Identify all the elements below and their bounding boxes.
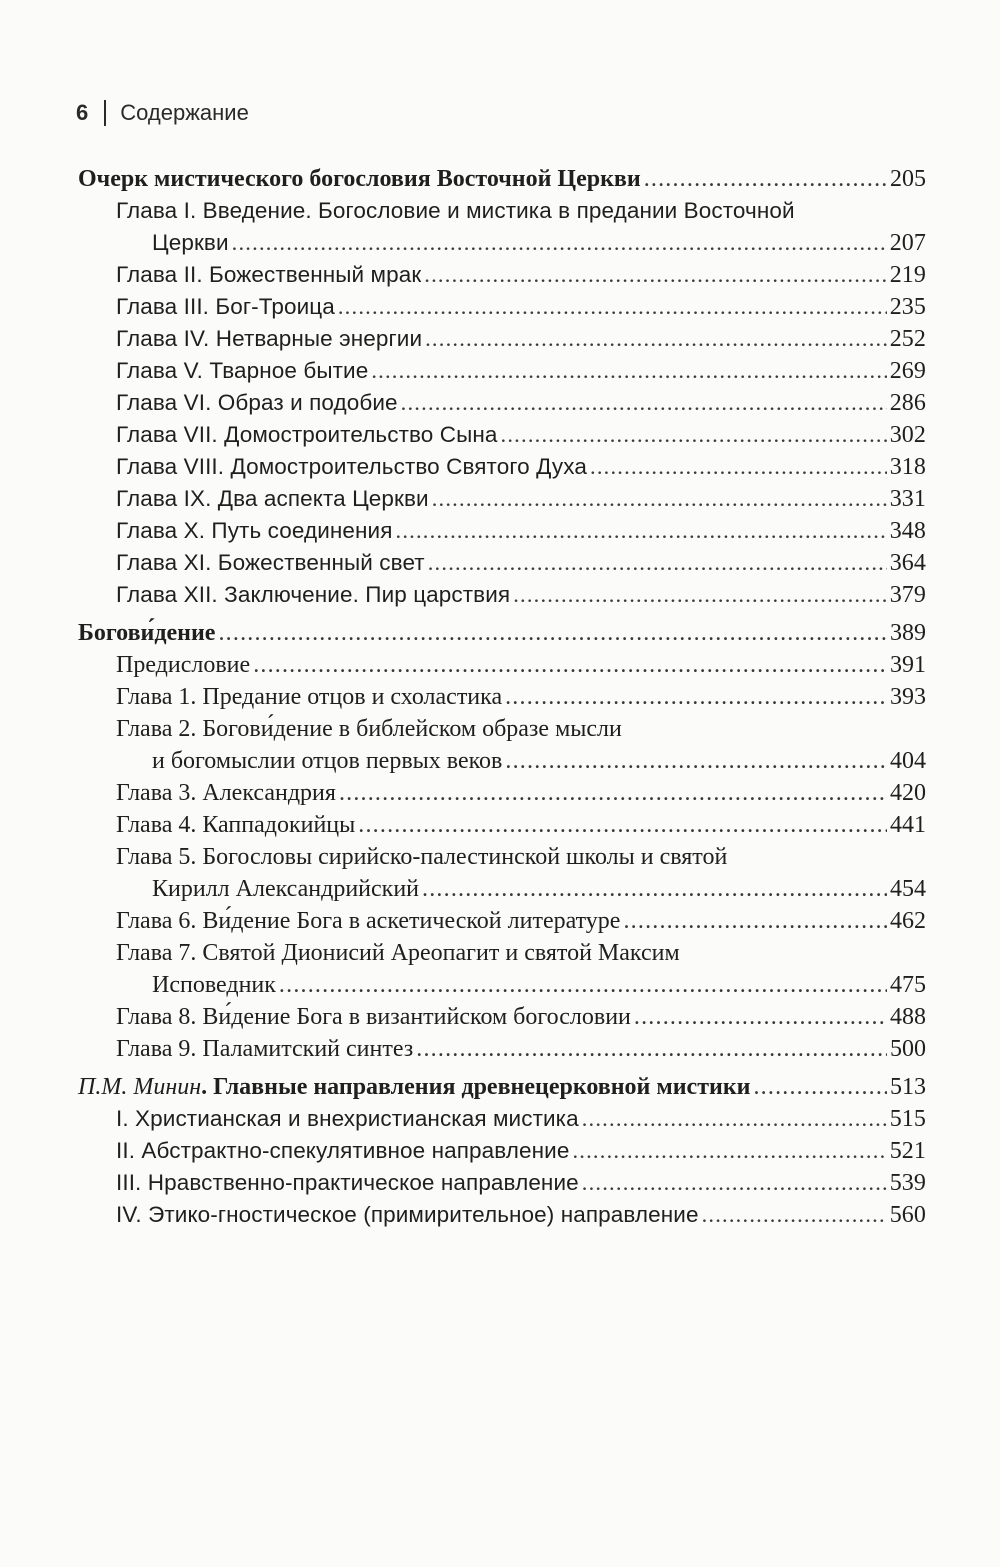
toc-line (116, 1199, 926, 1231)
toc-author: П.М. Минин (78, 1074, 202, 1100)
toc-line (116, 259, 926, 291)
toc-page-number: 379 (889, 582, 926, 608)
toc-title: Глава 3. Александрия (116, 780, 336, 806)
toc-line (116, 227, 926, 259)
toc-page-number: 515 (889, 1106, 926, 1132)
toc-label (116, 515, 393, 547)
toc-title: Глава X. Путь соединения (116, 518, 393, 543)
toc-label (116, 483, 429, 515)
toc-line (116, 649, 926, 681)
toc-entry (78, 291, 926, 323)
toc-line (116, 515, 926, 547)
toc-entry (78, 1001, 926, 1033)
toc-line (116, 873, 926, 905)
dot-leader (428, 547, 887, 579)
header-divider (104, 100, 106, 126)
toc-title: Предисловие (116, 652, 251, 678)
toc-title: Глава 9. Паламитский синтез (116, 1036, 414, 1062)
toc-label (78, 163, 641, 195)
toc-entry (78, 713, 926, 777)
toc-entry (78, 1103, 926, 1135)
toc-page-number: 454 (890, 876, 926, 902)
toc-title: Кирилл Александрийский (152, 876, 420, 902)
dot-leader (432, 483, 887, 515)
toc-title: Глава XI. Божественный свет (116, 550, 425, 575)
toc-page-number: 441 (890, 812, 926, 838)
toc-title: Глава IV. Нетварные энергии (116, 326, 423, 351)
dot-leader (505, 745, 887, 777)
toc-label (116, 387, 398, 419)
toc-section (78, 1071, 926, 1103)
toc-title: Глава 2. Богови́дение в библейском образе мысли (116, 716, 622, 742)
toc-label (116, 1001, 631, 1033)
toc-title: Богови́дение (78, 620, 216, 646)
toc-label (152, 227, 229, 259)
toc-line (116, 483, 926, 515)
toc-title: Исповедник (152, 972, 276, 998)
toc-line (116, 713, 926, 745)
toc-label (116, 1103, 579, 1135)
toc-page-number: 389 (890, 620, 926, 646)
table-of-contents (78, 163, 926, 1231)
toc-title: IV. Этико-гностическое (примирительное) направление (116, 1202, 699, 1227)
toc-page-number: 286 (889, 390, 926, 416)
toc-page-number: 219 (889, 262, 926, 288)
toc-entry (78, 1167, 926, 1199)
toc-label (116, 1167, 579, 1199)
toc-label (116, 937, 680, 969)
dot-leader (339, 777, 887, 809)
toc-title: Главные направления древнецерковной мистики (213, 1074, 751, 1100)
toc-line (116, 1103, 926, 1135)
toc-page-number: 488 (890, 1004, 926, 1030)
toc-label (116, 777, 336, 809)
toc-line (116, 1033, 926, 1065)
dot-leader (582, 1167, 887, 1199)
toc-line (116, 451, 926, 483)
toc-page-number: 348 (889, 518, 926, 544)
dot-leader (338, 291, 887, 323)
toc-entry (78, 1135, 926, 1167)
toc-page-number: 391 (890, 652, 926, 678)
toc-line (116, 969, 926, 1001)
toc-entry (78, 1033, 926, 1065)
toc-title: I. Христианская и внехристианская мистика (116, 1106, 579, 1131)
toc-section (78, 163, 926, 195)
toc-line (116, 355, 926, 387)
toc-entry (78, 387, 926, 419)
dot-leader (623, 905, 887, 937)
dot-leader (424, 259, 886, 291)
toc-label (116, 323, 422, 355)
toc-page-number: 302 (889, 422, 926, 448)
toc-page-number: 420 (890, 780, 926, 806)
page-number: 6 (76, 100, 89, 125)
dot-leader (590, 451, 887, 483)
dot-leader (253, 649, 887, 681)
dot-leader (422, 873, 887, 905)
toc-page-number: 560 (889, 1202, 926, 1228)
toc-label (116, 259, 421, 291)
toc-line (116, 745, 926, 777)
toc-line (116, 323, 926, 355)
toc-title: Глава 5. Богословы сирийско-палестинской школы и святой (116, 844, 728, 870)
toc-title: III. Нравственно-практическое направление (116, 1170, 579, 1195)
toc-line (116, 579, 926, 611)
dot-leader (396, 515, 887, 547)
toc-page-number: 252 (889, 326, 926, 352)
toc-entry (78, 259, 926, 291)
toc-label (116, 355, 368, 387)
toc-line (116, 937, 926, 969)
toc-title: Глава II. Божественный мрак (116, 262, 422, 287)
toc-label (116, 419, 498, 451)
toc-entry (78, 649, 926, 681)
toc-title: Глава VI. Образ и подобие (116, 390, 398, 415)
toc-line (116, 777, 926, 809)
toc-title: Глава 1. Предание отцов и схоластика (116, 684, 503, 710)
toc-entry (78, 483, 926, 515)
toc-title: Глава 6. Ви́дение Бога в аскетической литературе (116, 908, 621, 934)
dot-leader (634, 1001, 887, 1033)
toc-line (78, 617, 926, 649)
toc-title: II. Абстрактно-спекулятивное направление (116, 1138, 570, 1163)
toc-page-number: 393 (890, 684, 926, 710)
toc-label (116, 681, 502, 713)
toc-page-number: 513 (890, 1074, 926, 1100)
toc-page-number: 539 (889, 1170, 926, 1196)
dot-leader (279, 969, 887, 1001)
toc-line (78, 163, 926, 195)
toc-line (116, 681, 926, 713)
toc-title: Глава XII. Заключение. Пир царствия (116, 582, 511, 607)
toc-page-number: 521 (889, 1138, 926, 1164)
dot-leader (501, 419, 887, 451)
toc-label (116, 649, 250, 681)
toc-page-number: 500 (890, 1036, 926, 1062)
toc-entry (78, 419, 926, 451)
dot-leader (358, 809, 887, 841)
toc-entry (78, 323, 926, 355)
toc-label (116, 291, 335, 323)
toc-label (152, 745, 502, 777)
toc-page-number: 207 (889, 230, 926, 256)
toc-title: Глава I. Введение. Богословие и мистика в предании Восточной (116, 198, 795, 223)
toc-section (78, 617, 926, 649)
toc-entry (78, 809, 926, 841)
toc-line (116, 195, 926, 227)
toc-title: Глава VIII. Домостроительство Святого Духа (116, 454, 587, 479)
toc-page-number: 364 (889, 550, 926, 576)
toc-title: Церкви (152, 230, 229, 255)
toc-page-number: 462 (890, 908, 926, 934)
toc-line (116, 1001, 926, 1033)
dot-leader (582, 1103, 887, 1135)
running-title: Содержание (120, 100, 249, 125)
toc-line (116, 387, 926, 419)
dot-leader (702, 1199, 887, 1231)
toc-label (116, 451, 587, 483)
toc-entry (78, 579, 926, 611)
toc-line (116, 419, 926, 451)
toc-title: Глава VII. Домостроительство Сына (116, 422, 498, 447)
toc-page-number: 331 (889, 486, 926, 512)
toc-title: Очерк мистического богословия Восточной Церкви (78, 166, 641, 192)
dot-leader (416, 1033, 887, 1065)
toc-entry (78, 547, 926, 579)
toc-entry (78, 195, 926, 259)
toc-label: П.М. Минин. Главные направления древнецерковной мистики (78, 1074, 751, 1100)
toc-page-number: 404 (890, 748, 926, 774)
toc-label (116, 809, 355, 841)
toc-label (116, 547, 425, 579)
toc-label (78, 617, 215, 649)
dot-leader (505, 681, 887, 713)
toc-title: и богомыслии отцов первых веков (152, 748, 503, 774)
toc-line (116, 547, 926, 579)
dot-leader (425, 323, 887, 355)
toc-entry (78, 515, 926, 547)
toc-title: Глава 4. Каппадокийцы (116, 812, 356, 838)
toc-label (116, 713, 622, 745)
toc-entry (78, 1199, 926, 1231)
toc-title: Глава 8. Ви́дение Бога в византийском богословии (116, 1004, 631, 1030)
toc-label (116, 195, 795, 227)
toc-line (116, 1135, 926, 1167)
toc-line (116, 291, 926, 323)
toc-entry (78, 681, 926, 713)
toc-label (116, 841, 727, 873)
toc-label (116, 1135, 569, 1167)
toc-entry (78, 841, 926, 905)
running-head (76, 100, 249, 126)
dot-leader (371, 355, 886, 387)
toc-label (116, 1199, 699, 1231)
toc-entry (78, 355, 926, 387)
toc-page-number: 205 (890, 166, 926, 192)
toc-label (152, 969, 276, 1001)
toc-title: Глава 7. Святой Дионисий Ареопагит и святой Максим (116, 940, 680, 966)
toc-page-number: 269 (889, 358, 926, 384)
toc-entry (78, 905, 926, 937)
toc-page-number: 475 (890, 972, 926, 998)
toc-entry (78, 937, 926, 1001)
toc-label (116, 905, 620, 937)
toc-entry (78, 777, 926, 809)
dot-leader (218, 617, 887, 649)
toc-line (116, 1167, 926, 1199)
dot-leader (401, 387, 887, 419)
dot-leader (572, 1135, 886, 1167)
toc-label (116, 1033, 413, 1065)
toc-line (116, 809, 926, 841)
toc-line (116, 841, 926, 873)
toc-title: Глава IX. Два аспекта Церкви (116, 486, 429, 511)
dot-leader (232, 227, 887, 259)
toc-page-number: 235 (889, 294, 926, 320)
toc-line (116, 905, 926, 937)
toc-line (78, 1071, 926, 1103)
dot-leader (644, 163, 887, 195)
toc-entry (78, 451, 926, 483)
dot-leader (513, 579, 887, 611)
dot-leader (753, 1071, 887, 1103)
toc-label (116, 579, 510, 611)
toc-title: Глава III. Бог-Троица (116, 294, 335, 319)
toc-label (152, 873, 419, 905)
toc-title: Глава V. Тварное бытие (116, 358, 369, 383)
toc-page-number: 318 (889, 454, 926, 480)
